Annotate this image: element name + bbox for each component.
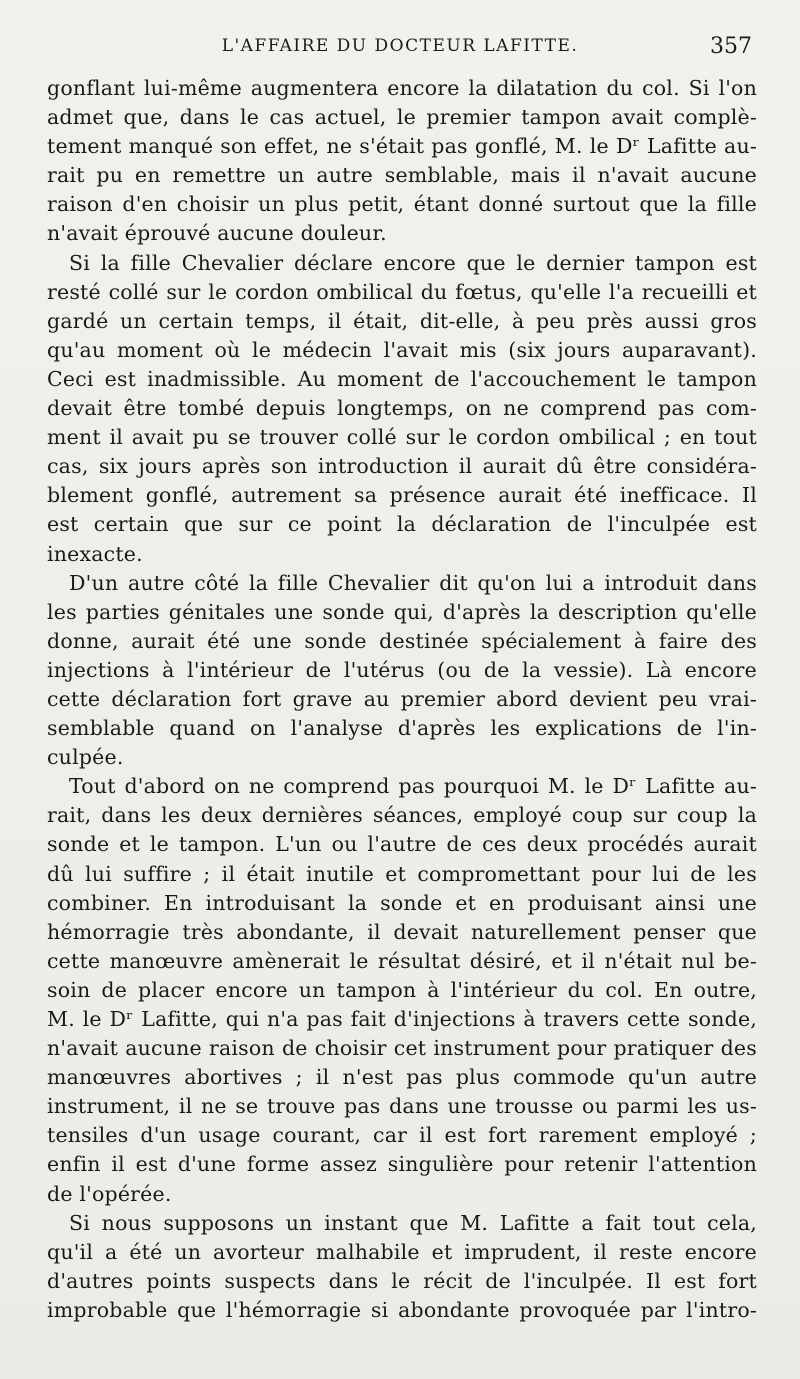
text-line: injections à l'intérieur de l'utérus (ou de la vessie). Là encore [47, 657, 757, 682]
text-line: qu'au moment où le médecin l'avait mis (six jours auparavant). [47, 337, 757, 362]
text-line: resté collé sur le cordon ombilical du fœtus, qu'elle l'a recueilli et [47, 279, 757, 304]
body-text [47, 74, 757, 1325]
text-line: tement manqué son effet, ne s'était pas gonflé, M. le Dʳ Lafitte au- [47, 134, 757, 159]
text-line: cas, six jours après son introduction il aurait dû être considéra- [47, 454, 757, 479]
text-line: manœuvres abortives ; il n'est pas plus commode qu'un autre [47, 1065, 757, 1090]
text-line: cette déclaration fort grave au premier abord devient peu vrai- [47, 686, 757, 711]
text-line: donne, aurait été une sonde destinée spécialement à faire des [47, 628, 757, 653]
running-title: L'AFFAIRE DU DOCTEUR LAFITTE. [221, 36, 579, 56]
text-line: D'un autre côté la fille Chevalier dit qu'on lui a introduit dans [69, 570, 757, 595]
text-line: improbable que l'hémorragie si abondante provoquée par l'intro- [47, 1297, 757, 1322]
page-number: 357 [710, 34, 752, 59]
text-line: gonflant lui-même augmentera encore la dilatation du col. Si l'on [47, 76, 757, 100]
text-line: admet que, dans le cas actuel, le premier tampon avait complè- [47, 105, 757, 130]
text-line: blement gonflé, autrement sa présence aurait été inefficace. Il [47, 483, 757, 508]
text-line: enfin il est d'une forme assez singulière pour retenir l'attention [47, 1152, 757, 1177]
paragraph-4 [47, 772, 757, 1208]
text-line: cette manœuvre amènerait le résultat désiré, et il n'était nul be- [47, 948, 757, 973]
text-line: rait pu en remettre un autre semblable, mais il n'avait aucune [47, 163, 757, 188]
text-line: semblable quand on l'analyse d'après les explications de l'in- [47, 716, 757, 741]
running-head [0, 36, 800, 66]
paragraph-3 [47, 569, 757, 773]
text-line: tensiles d'un usage courant, car il est fort rarement employé ; [47, 1123, 757, 1148]
text-line: rait, dans les deux dernières séances, employé coup sur coup la [47, 803, 757, 828]
text-line: gardé un certain temps, il était, dit-elle, à peu près aussi gros [47, 308, 757, 333]
text-line: Si nous supposons un instant que M. Lafitte a fait tout cela, [69, 1210, 757, 1235]
text-line: ment il avait pu se trouver collé sur le cordon ombilical ; en tout [47, 425, 757, 450]
text-line: devait être tombé depuis longtemps, on ne comprend pas com- [47, 396, 757, 421]
text-line: n'avait aucune raison de choisir cet instrument pour pratiquer des [47, 1036, 757, 1061]
text-line: n'avait éprouvé aucune douleur. [47, 221, 387, 246]
text-line: Tout d'abord on ne comprend pas pourquoi M. le Dʳ Lafitte au- [69, 774, 757, 799]
text-line: sonde et le tampon. L'un ou l'autre de ces deux procédés aurait [47, 832, 757, 857]
text-line: hémorragie très abondante, il devait naturellement penser que [47, 919, 757, 944]
text-line: est certain que sur ce point la déclaration de l'inculpée est [47, 512, 757, 537]
paragraph-2 [47, 249, 757, 569]
text-line: d'autres points suspects dans le récit de l'inculpée. Il est fort [47, 1268, 757, 1293]
text-line: culpée. [47, 745, 124, 770]
text-line: de l'opérée. [47, 1181, 172, 1206]
text-line: instrument, il ne se trouve pas dans une trousse ou parmi les us- [47, 1094, 757, 1119]
paragraph-1 [47, 74, 757, 249]
text-line: inexacte. [47, 541, 143, 566]
text-line: M. le Dʳ Lafitte, qui n'a pas fait d'injections à travers cette sonde, [47, 1007, 757, 1031]
text-line: les parties génitales une sonde qui, d'après la description qu'elle [47, 599, 757, 624]
text-line: dû lui suffire ; il était inutile et compromettant pour lui de les [47, 861, 757, 886]
text-line: raison d'en choisir un plus petit, étant donné surtout que la fille [47, 192, 757, 217]
paragraph-5 [47, 1209, 757, 1325]
text-line: combiner. En introduisant la sonde et en produisant ainsi une [47, 890, 757, 915]
text-line: Si la fille Chevalier déclare encore que le dernier tampon est [69, 250, 757, 275]
text-line: qu'il a été un avorteur malhabile et imprudent, il reste encore [47, 1239, 757, 1264]
text-line: soin de placer encore un tampon à l'intérieur du col. En outre, [47, 977, 757, 1002]
text-line: Ceci est inadmissible. Au moment de l'accouchement le tampon [47, 366, 757, 391]
